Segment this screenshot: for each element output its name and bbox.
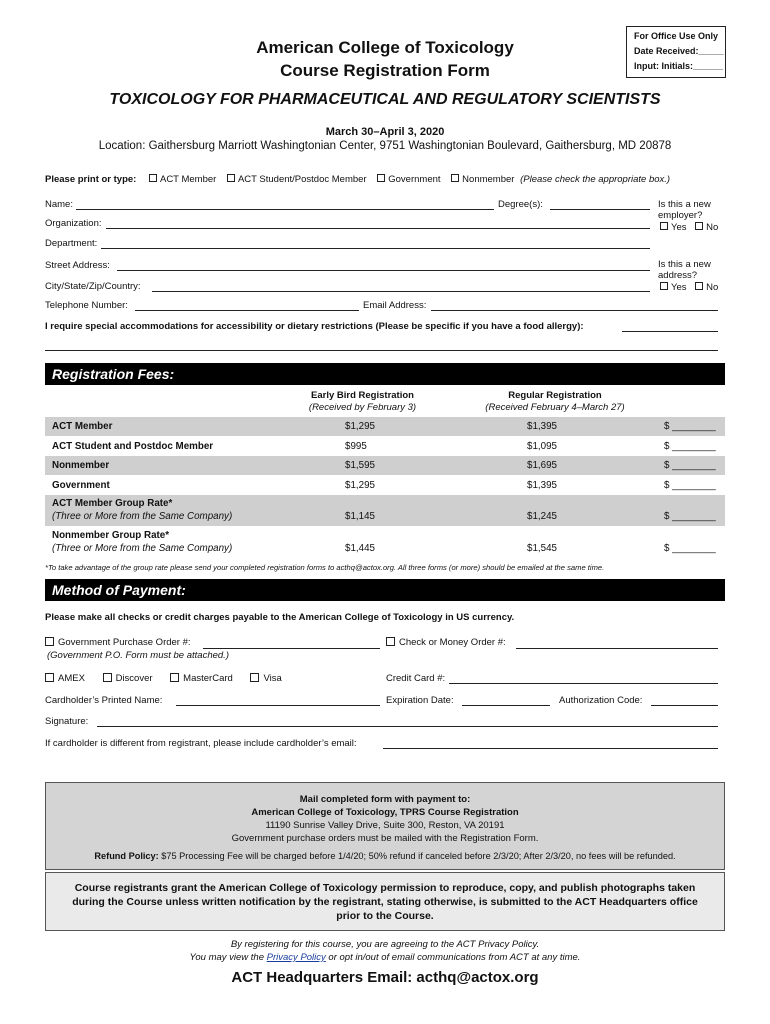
photo-permission-text: Course registrants grant the American College of Toxicology permission to reproduce, copy, and publish photographs taken during the Course unless written notification by the registrant, stating otherwise, is submitted to the ACT Headquarters office prior to the Course. — [72, 882, 698, 922]
card-visa[interactable]: Visa — [250, 673, 281, 684]
gov-po-field[interactable] — [203, 648, 380, 649]
fee-row-government — [45, 476, 725, 495]
course-title: TOXICOLOGY FOR PHARMACEUTICAL AND REGULATORY SCIENTISTS — [109, 91, 661, 108]
fee-row-act-member — [45, 417, 725, 436]
accommodations-field-line2[interactable] — [45, 350, 718, 351]
credit-card-field[interactable] — [449, 683, 718, 684]
checkbox-icon[interactable] — [377, 174, 385, 182]
privacy-line: You may view the Privacy Policy or opt in/out of email communications from ACT at any time. — [189, 952, 581, 963]
telephone-label: Telephone Number: — [45, 300, 128, 311]
fee-row-member-group — [45, 495, 725, 526]
fee-row-nonmember — [45, 456, 725, 475]
registration-fees-band: Registration Fees: — [45, 363, 725, 385]
telephone-field[interactable] — [135, 310, 359, 311]
fee-amount-field[interactable]: $ ________ — [664, 543, 716, 554]
photo-permission-box — [45, 872, 725, 931]
email-label: Email Address: — [363, 300, 427, 311]
fee-early-value: $1,295 — [345, 480, 375, 491]
member-type-note: (Please check the appropriate box.) — [520, 174, 671, 185]
degrees-label: Degree(s): — [498, 199, 543, 210]
checkbox-icon[interactable] — [386, 637, 395, 646]
checkbox-student-member[interactable]: ACT Student/Postdoc Member — [227, 174, 367, 185]
form-title: Course Registration Form — [280, 61, 490, 80]
checkbox-icon[interactable] — [170, 673, 179, 682]
group-rate-footnote: *To take advantage of the group rate please send your completed registration forms to acthq@actox.org. All three forms (or more) should be emailed at the same time. — [45, 563, 605, 572]
new-address-question: Is this a new address? — [658, 259, 711, 281]
cardholder-name-label: Cardholder’s Printed Name: — [45, 695, 163, 706]
expiration-field[interactable] — [462, 705, 550, 706]
checkbox-icon[interactable] — [660, 222, 668, 230]
card-type-row — [45, 673, 282, 684]
name-field[interactable] — [76, 209, 494, 210]
credit-card-label: Credit Card #: — [386, 673, 446, 684]
fee-row-sublabel: (Three or More from the Same Company) — [52, 511, 233, 522]
fee-row-label: ACT Member — [52, 421, 113, 432]
fee-regular-value: $1,245 — [527, 511, 557, 522]
fee-early-value: $1,445 — [345, 543, 375, 554]
checkbox-icon[interactable] — [660, 282, 668, 290]
print-prompt: Please print or type: — [45, 174, 137, 185]
organization-field[interactable] — [106, 228, 650, 229]
fee-early-value: $1,295 — [345, 421, 375, 432]
check-number-field[interactable] — [516, 648, 718, 649]
auth-code-field[interactable] — [651, 705, 718, 706]
new-employer-options — [660, 222, 718, 233]
new-employer-no[interactable]: No — [695, 222, 718, 233]
fee-regular-value: $1,695 — [527, 460, 557, 471]
fee-amount-field[interactable]: $ ________ — [664, 480, 716, 491]
fee-amount-field[interactable]: $ ________ — [664, 441, 716, 452]
fee-amount-field[interactable]: $ ________ — [664, 511, 716, 522]
fee-row-label: Nonmember Group Rate* — [52, 530, 170, 541]
email-field[interactable] — [431, 310, 718, 311]
accommodations-field[interactable] — [622, 331, 718, 332]
checkbox-government[interactable]: Government — [377, 174, 440, 185]
fee-early-value: $1,145 — [345, 511, 375, 522]
checkbox-icon[interactable] — [250, 673, 259, 682]
street-field[interactable] — [117, 270, 650, 271]
org-name: American College of Toxicology — [256, 38, 514, 57]
new-employer-question: Is this a new employer? — [658, 199, 711, 221]
course-location: Location: Gaithersburg Marriott Washingtonian Center, 9751 Washingtonian Boulevard, Gaithersburg, MD 20878 — [98, 140, 672, 152]
checkbox-icon[interactable] — [45, 637, 54, 646]
mail-recipient: American College of Toxicology, TPRS Course Registration — [251, 807, 519, 818]
fee-row-sublabel: (Three or More from the Same Company) — [52, 543, 233, 554]
gov-po-note: (Government P.O. Form must be attached.) — [47, 650, 229, 661]
auth-code-label: Authorization Code: — [559, 695, 643, 706]
new-address-options — [660, 282, 718, 293]
refund-policy-text: $75 Processing Fee will be charged before 1/4/20; 50% refund if canceled before 2/3/20; After 2/3/20, no fees will be refunded. — [161, 851, 676, 861]
fee-regular-value: $1,395 — [527, 421, 557, 432]
fee-amount-field[interactable]: $ ________ — [664, 421, 716, 432]
degrees-field[interactable] — [550, 209, 650, 210]
fee-regular-value: $1,395 — [527, 480, 557, 491]
checkbox-icon[interactable] — [103, 673, 112, 682]
card-mastercard[interactable]: MasterCard — [170, 673, 233, 684]
cardholder-name-field[interactable] — [176, 705, 380, 706]
fee-row-label: Government — [52, 480, 110, 491]
early-bird-subheading: (Received by February 3) — [308, 402, 417, 413]
checkbox-icon[interactable] — [45, 673, 54, 682]
checkbox-icon[interactable] — [227, 174, 235, 182]
fee-row-label: ACT Member Group Rate* — [52, 498, 173, 509]
office-use-heading: For Office Use Only — [634, 31, 719, 41]
fee-amount-field[interactable]: $ ________ — [664, 460, 716, 471]
checkbox-nonmember[interactable]: Nonmember — [451, 174, 514, 185]
fee-early-value: $1,595 — [345, 460, 375, 471]
fee-regular-value: $1,545 — [527, 543, 557, 554]
mail-po-note: Government purchase orders must be mailed with the Registration Form. — [231, 833, 539, 844]
fee-row-nonmember-group — [45, 527, 725, 558]
privacy-agreement: By registering for this course, you are agreeing to the ACT Privacy Policy. — [230, 939, 540, 950]
mail-address: 11190 Sunrise Valley Drive, Suite 300, Reston, VA 20191 — [265, 820, 505, 831]
checkbox-icon[interactable] — [695, 222, 703, 230]
new-employer-yes[interactable]: Yes — [660, 222, 687, 233]
signature-field[interactable] — [97, 726, 718, 727]
gov-po-option[interactable]: Government Purchase Order #: — [45, 637, 191, 648]
city-field[interactable] — [152, 291, 650, 292]
input-initials-field[interactable]: Input: Initials:______ — [634, 61, 724, 71]
signature-label: Signature: — [45, 716, 89, 727]
refund-policy-label: Refund Policy: — [94, 851, 159, 861]
expiration-label: Expiration Date: — [386, 695, 454, 706]
privacy-policy-link[interactable]: Privacy Policy — [266, 952, 326, 963]
department-field[interactable] — [101, 248, 650, 249]
refund-policy — [46, 851, 724, 861]
checkbox-icon[interactable] — [695, 282, 703, 290]
mail-heading: Mail completed form with payment to: — [299, 794, 471, 805]
hq-email: ACT Headquarters Email: acthq@actox.org — [231, 969, 539, 986]
method-of-payment-band: Method of Payment: — [45, 579, 725, 601]
new-address-no[interactable]: No — [695, 282, 718, 293]
organization-label: Organization: — [45, 218, 102, 229]
card-discover[interactable]: Discover — [103, 673, 153, 684]
fee-row-label: ACT Student and Postdoc Member — [52, 441, 214, 452]
date-received-field[interactable]: Date Received:_____ — [634, 46, 724, 56]
regular-subheading: (Received February 4–March 27) — [485, 402, 625, 413]
fee-early-value: $995 — [345, 441, 367, 452]
regular-heading: Regular Registration — [508, 390, 602, 401]
office-use-box — [626, 26, 726, 78]
new-address-yes[interactable]: Yes — [660, 282, 687, 293]
check-option[interactable]: Check or Money Order #: — [386, 637, 506, 648]
fee-regular-value: $1,095 — [527, 441, 557, 452]
fee-row-student-member — [45, 437, 725, 456]
checkbox-icon[interactable] — [451, 174, 459, 182]
mail-instructions-box — [45, 782, 725, 870]
course-dates: March 30–April 3, 2020 — [325, 126, 445, 138]
street-label: Street Address: — [45, 260, 110, 271]
early-bird-heading: Early Bird Registration — [311, 390, 414, 401]
card-amex[interactable]: AMEX — [45, 673, 85, 684]
checkbox-icon[interactable] — [149, 174, 157, 182]
member-type-row — [45, 174, 670, 185]
cardholder-email-label: If cardholder is different from registrant, please include cardholder’s email: — [45, 738, 357, 749]
city-label: City/State/Zip/Country: — [45, 281, 141, 292]
payment-intro: Please make all checks or credit charges payable to the American College of Toxicology in US currency. — [45, 612, 515, 623]
cardholder-email-field[interactable] — [383, 748, 718, 749]
department-label: Department: — [45, 238, 98, 249]
accommodations-label: I require special accommodations for accessibility or dietary restrictions (Please be specific if you have a food allergy): — [45, 321, 584, 332]
fee-row-label: Nonmember — [52, 460, 110, 471]
checkbox-act-member[interactable]: ACT Member — [149, 174, 216, 185]
name-label: Name: — [45, 199, 73, 210]
